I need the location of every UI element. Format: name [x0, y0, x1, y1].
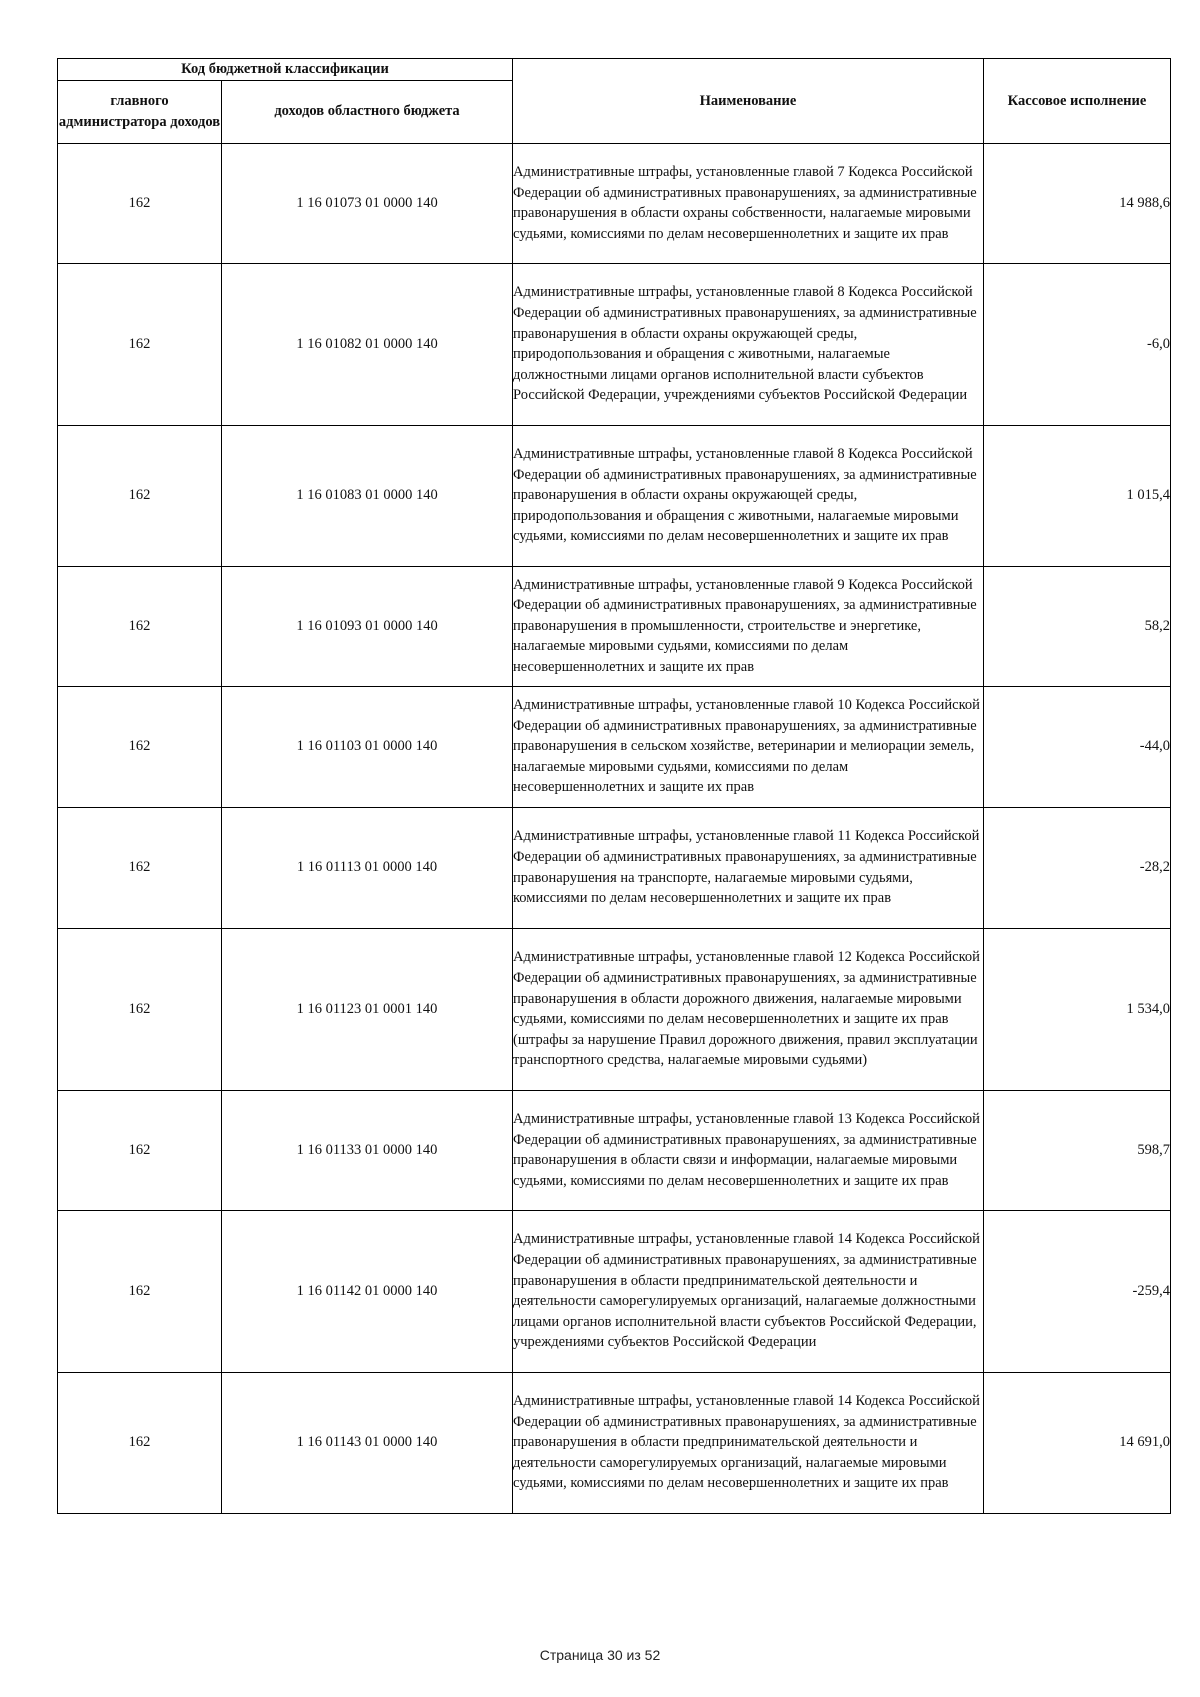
name-cell: Административные штрафы, установленные главой 9 Кодекса Российской Федерации об административных правонарушениях, за административные правонарушения в промышленности, строительстве и энергетике, налагаемые мировыми судьями, комиссиями по делам несовершеннолетних и защите их прав — [513, 566, 984, 686]
amount-cell: -6,0 — [984, 263, 1171, 425]
amount-cell: 14 988,6 — [984, 143, 1171, 263]
income-code-cell: 1 16 01093 01 0000 140 — [222, 566, 513, 686]
admin-code-cell: 162 — [58, 425, 222, 566]
income-code-cell: 1 16 01133 01 0000 140 — [222, 1090, 513, 1210]
table-row — [58, 263, 1171, 425]
income-code-cell: 1 16 01082 01 0000 140 — [222, 263, 513, 425]
amount-cell: 58,2 — [984, 566, 1171, 686]
header-main-administrator: главного администратора доходов — [58, 80, 222, 143]
name-cell: Административные штрафы, установленные главой 13 Кодекса Российской Федерации об административных правонарушениях, за административные правонарушения в области связи и информации, налагаемые мировыми судьями, комиссиями по делам несовершеннолетних и защите их прав — [513, 1090, 984, 1210]
name-cell: Административные штрафы, установленные главой 14 Кодекса Российской Федерации об административных правонарушениях, за административные правонарушения в области предпринимательской деятельности и деятельности саморегулируемых организаций, налагаемые мировыми судьями, комиссиями по делам несовершеннолетних и защите их прав — [513, 1372, 984, 1513]
amount-cell: 598,7 — [984, 1090, 1171, 1210]
table-row — [58, 928, 1171, 1090]
table-row — [58, 686, 1171, 807]
name-cell: Административные штрафы, установленные главой 8 Кодекса Российской Федерации об административных правонарушениях, за административные правонарушения в области охраны окружающей среды, природопользования и обращения с животными, налагаемые должностными лицами органов исполнительной власти субъектов Российской Федерации, учреждениями субъектов Российской Федерации — [513, 263, 984, 425]
table-row — [58, 1090, 1171, 1210]
budget-table — [57, 58, 1171, 1514]
admin-code-cell: 162 — [58, 143, 222, 263]
name-cell: Административные штрафы, установленные главой 8 Кодекса Российской Федерации об административных правонарушениях, за административные правонарушения в области охраны окружающей среды, природопользования и обращения с животными, налагаемые мировыми судьями, комиссиями по делам несовершеннолетних и защите их прав — [513, 425, 984, 566]
header-regional-budget-income: доходов областного бюджета — [222, 80, 513, 143]
table-row — [58, 425, 1171, 566]
admin-code-cell: 162 — [58, 263, 222, 425]
income-code-cell: 1 16 01113 01 0000 140 — [222, 807, 513, 928]
amount-cell: 1 015,4 — [984, 425, 1171, 566]
table-header — [58, 59, 1171, 144]
name-cell: Административные штрафы, установленные главой 11 Кодекса Российской Федерации об административных правонарушениях, за административные правонарушения на транспорте, налагаемые мировыми судьями, комиссиями по делам несовершеннолетних и защите их прав — [513, 807, 984, 928]
income-code-cell: 1 16 01143 01 0000 140 — [222, 1372, 513, 1513]
name-cell: Административные штрафы, установленные главой 14 Кодекса Российской Федерации об административных правонарушениях, за административные правонарушения в области предпринимательской деятельности и деятельности саморегулируемых организаций, налагаемые должностными лицами органов исполнительной власти субъектов Российской Федерации, учреждениями субъектов Российской Федерации — [513, 1210, 984, 1372]
page-number: Страница 30 из 52 — [539, 1647, 661, 1663]
admin-code-cell: 162 — [58, 807, 222, 928]
admin-code-cell: 162 — [58, 1090, 222, 1210]
amount-cell: -28,2 — [984, 807, 1171, 928]
name-cell: Административные штрафы, установленные главой 7 Кодекса Российской Федерации об административных правонарушениях, за административные правонарушения в области охраны собственности, налагаемые мировыми судьями, комиссиями по делам несовершеннолетних и защите их прав — [513, 143, 984, 263]
admin-code-cell: 162 — [58, 686, 222, 807]
table-body — [58, 143, 1171, 1513]
name-cell: Административные штрафы, установленные главой 12 Кодекса Российской Федерации об административных правонарушениях, за административные правонарушения в области дорожного движения, налагаемые мировыми судьями, комиссиями по делам несовершеннолетних и защите их прав (штрафы за нарушение Правил дорожного движения, правил эксплуатации транспортного средства, налагаемые мировыми судьями) — [513, 928, 984, 1090]
amount-cell: 14 691,0 — [984, 1372, 1171, 1513]
amount-cell: 1 534,0 — [984, 928, 1171, 1090]
income-code-cell: 1 16 01073 01 0000 140 — [222, 143, 513, 263]
table-row — [58, 1210, 1171, 1372]
admin-code-cell: 162 — [58, 1210, 222, 1372]
income-code-cell: 1 16 01083 01 0000 140 — [222, 425, 513, 566]
header-cash-execution: Кассовое исполнение — [984, 59, 1171, 144]
amount-cell: -44,0 — [984, 686, 1171, 807]
table-row — [58, 1372, 1171, 1513]
header-name: Наименование — [513, 59, 984, 144]
name-cell: Административные штрафы, установленные главой 10 Кодекса Российской Федерации об административных правонарушениях, за административные правонарушения в сельском хозяйстве, ветеринарии и мелиорации земель, налагаемые мировыми судьями, комиссиями по делам несовершеннолетних и защите их прав — [513, 686, 984, 807]
table-row — [58, 807, 1171, 928]
income-code-cell: 1 16 01103 01 0000 140 — [222, 686, 513, 807]
income-code-cell: 1 16 01142 01 0000 140 — [222, 1210, 513, 1372]
admin-code-cell: 162 — [58, 566, 222, 686]
admin-code-cell: 162 — [58, 928, 222, 1090]
table-row — [58, 566, 1171, 686]
table-row — [58, 143, 1171, 263]
income-code-cell: 1 16 01123 01 0001 140 — [222, 928, 513, 1090]
admin-code-cell: 162 — [58, 1372, 222, 1513]
amount-cell: -259,4 — [984, 1210, 1171, 1372]
header-classification-code: Код бюджетной классификации — [58, 59, 513, 81]
